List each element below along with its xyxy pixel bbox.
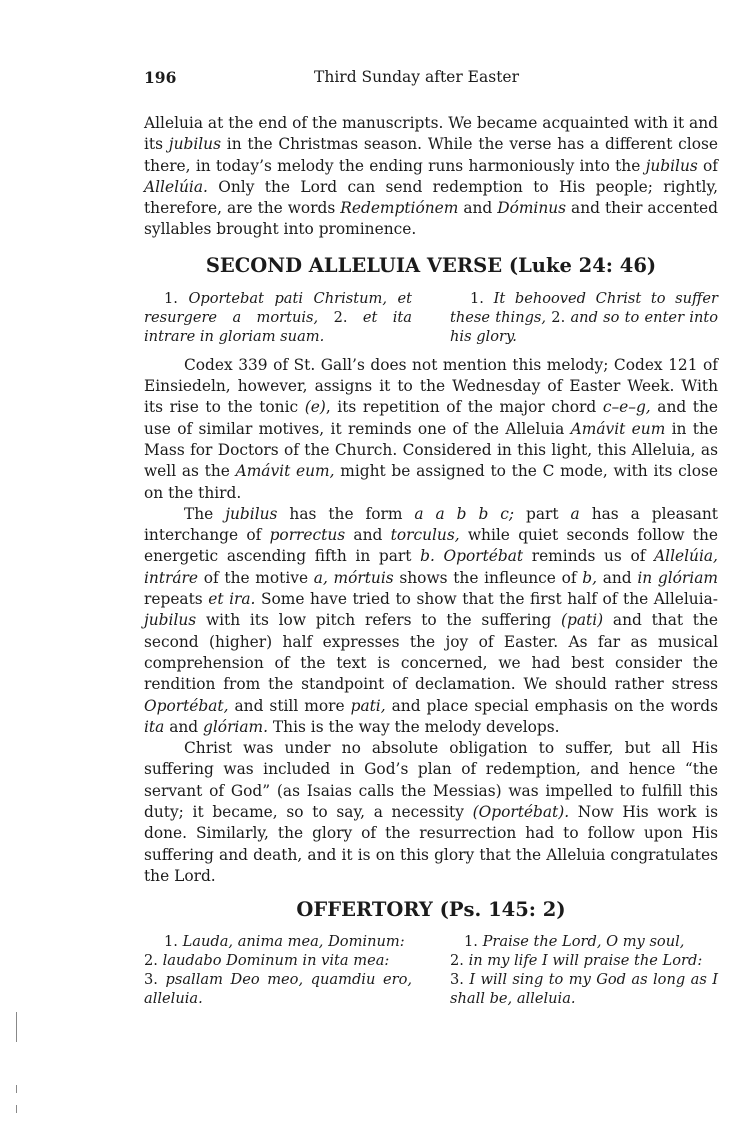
latin-column: 1. Lauda, anima mea, Dominum: 2. laudabo Dominum in vita mea: 3. psallam Deo meo, quamdiu ero, alleluia. bbox=[144, 933, 412, 1008]
second-alleluia-title: SECOND ALLELUIA VERSE (Luke 24: 46) bbox=[205, 253, 657, 277]
scan-mark bbox=[16, 1012, 17, 1042]
scan-mark bbox=[16, 1085, 17, 1093]
content bbox=[144, 113, 718, 1008]
scan-mark bbox=[16, 1105, 17, 1113]
page-number: 196 bbox=[144, 68, 177, 87]
second-alleluia-text bbox=[144, 289, 718, 346]
latin-column: 1. Oportebat pati Christum, et resurgere a mortuis, 2. et ita intrare in gloriam suam. bbox=[144, 289, 412, 345]
offertory-title: OFFERTORY (Ps. 145: 2) bbox=[296, 898, 566, 922]
intro-paragraph: Alleluia at the end of the manuscripts. We became acquainted with it and its jubilus in the Christmas season. While the verse has a different close there, in today’s melody the ending runs harmoniously into the jubilus of Allelúia. Only the Lord can send redemption to His people; rightly, therefore, are the words Redemptiónem and Dóminus and their accented syllables brought into prominence. bbox=[144, 114, 719, 239]
offertory-text bbox=[144, 932, 718, 1008]
english-column: 1. It behooved Christ to suffer these things, 2. and so to enter into his glory. bbox=[450, 289, 718, 345]
running-header bbox=[144, 68, 718, 88]
english-column: 1. Praise the Lord, O my soul, 2. in my life I will praise the Lord: 3. I will sing to my God as long as I shall be, alleluia. bbox=[450, 933, 718, 1008]
alleluia-paragraph-2: The jubilus has the form a a b b c; part a has a pleasant interchange of porrectus and torculus, while quiet seconds follow the energetic ascending fifth in part b. Oportébat reminds us of Allelúia, intráre of the motive a, mórtuis shows the infleunce of b, and in glóriam repeats et ira. Some have tried to show that the first half of the Alleluia-jubilus with its low pitch refers to the suffering (pati) and that the second (higher) half expresses the joy of Easter. As far as musical comprehension of the text is concerned, we had best consider the rendition from the standpoint of declamation. We should rather stress Oportébat, and still more pati, and place special emphasis on the words ita and glóriam. This is the way the melody develops. bbox=[144, 504, 718, 736]
alleluia-paragraph-1: Codex 339 of St. Gall’s does not mention this melody; Codex 121 of Einsiedeln, however, assigns it to the Wednesday of Easter Week. With its rise to the tonic (e), its repetition of the major chord c–e–g, and the use of similar motives, it reminds one of the Alleluia Amávit eum in the Mass for Doctors of the Church. Considered in this light, this Alleluia, as well as the Amávit eum, might be assigned to the C mode, with its close on the third. bbox=[144, 355, 718, 502]
running-title: Third Sunday after Easter bbox=[314, 68, 520, 86]
alleluia-paragraph-3: Christ was under no absolute obligation to suffer, but all His suffering was included in God’s plan of redemption, and hence “the servant of God” (as Isaias calls the Messias) was impelled to fulfill this duty; it became, so to say, a necessity (Oportébat). Now His work is done. Similarly, the glory of the resurrection had to follow upon His suffering and death, and it is on this glory that the Alleluia congratulates the Lord. bbox=[144, 739, 718, 885]
